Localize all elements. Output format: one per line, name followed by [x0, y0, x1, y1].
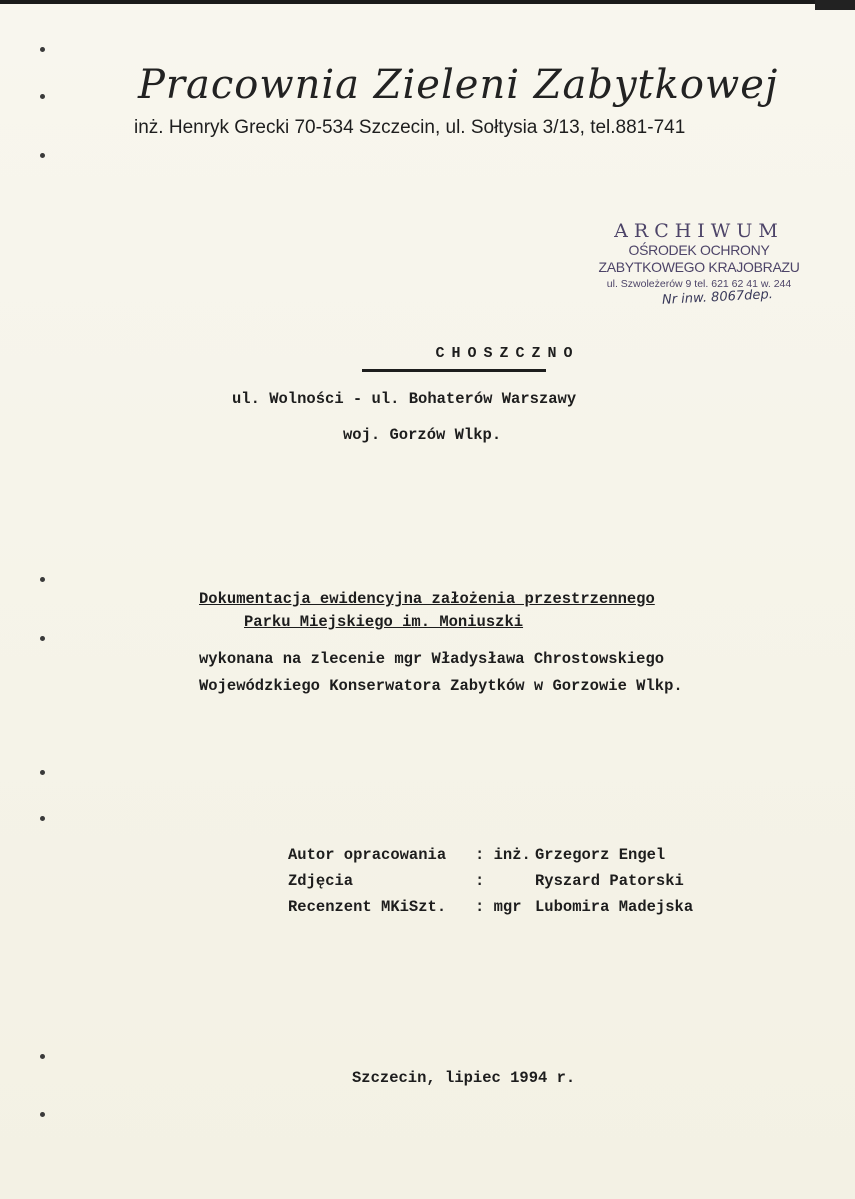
city-title: CHOSZCZNO [435, 345, 580, 362]
credits-row [288, 872, 693, 898]
credit-role: Recenzent MKiSzt. [288, 898, 447, 916]
stamp-line-2: ZABYTKOWEGO KRAJOBRAZU [598, 259, 800, 275]
punch-hole-mark [40, 47, 45, 52]
punch-hole-mark [40, 577, 45, 582]
punch-hole-mark [40, 636, 45, 641]
credit-role: Autor opracowania [288, 846, 447, 864]
commission-line-1: wykonana na zlecenie mgr Władysława Chrostowskiego [199, 650, 665, 668]
credit-separator: : inż. [475, 846, 531, 864]
punch-hole-mark [40, 94, 45, 99]
credit-separator: : mgr [475, 898, 522, 916]
document-title-line-2: Parku Miejskiego im. Moniuszki [244, 613, 524, 631]
punch-hole-mark [40, 1112, 45, 1117]
stamp-address: ul. Szwoleżerów 9 tel. 621 62 41 w. 244 [606, 278, 792, 290]
credit-name: Ryszard Patorski [535, 872, 684, 890]
credits-row [288, 898, 693, 924]
street-address: ul. Wolności - ul. Bohaterów Warszawy [232, 390, 577, 408]
archive-stamp [594, 220, 804, 292]
credit-name: Grzegorz Engel [535, 846, 666, 864]
stamp-title: ARCHIWUM [614, 220, 784, 242]
place-and-date: Szczecin, lipiec 1994 r. [352, 1069, 576, 1087]
punch-hole-mark [40, 153, 45, 158]
inventory-number-handwritten: Nr inw. 8067dep. [661, 287, 774, 308]
punch-hole-mark [40, 1054, 45, 1059]
credits-table [288, 846, 693, 924]
letterhead-brand: Pracownia Zieleni Zabytkowej [138, 62, 779, 108]
stamp-line-1: OŚRODEK OCHRONY [628, 242, 770, 258]
credit-role: Zdjęcia [288, 872, 354, 890]
credit-separator: : [475, 872, 485, 890]
punch-hole-mark [40, 770, 45, 775]
scan-top-edge [0, 0, 855, 4]
credits-row [288, 846, 693, 872]
voivodeship: woj. Gorzów Wlkp. [343, 426, 502, 444]
city-title-underline [362, 369, 546, 372]
document-title-line-1: Dokumentacja ewidencyjna założenia przestrzennego [199, 590, 655, 608]
commission-line-2: Wojewódzkiego Konserwatora Zabytków w Gorzowie Wlkp. [199, 677, 683, 695]
letterhead-address: inż. Henryk Grecki 70-534 Szczecin, ul. Sołtysia 3/13, tel.881-741 [134, 117, 686, 138]
punch-hole-mark [40, 816, 45, 821]
credit-name: Lubomira Madejska [535, 898, 694, 916]
scan-corner-mark [815, 0, 855, 10]
